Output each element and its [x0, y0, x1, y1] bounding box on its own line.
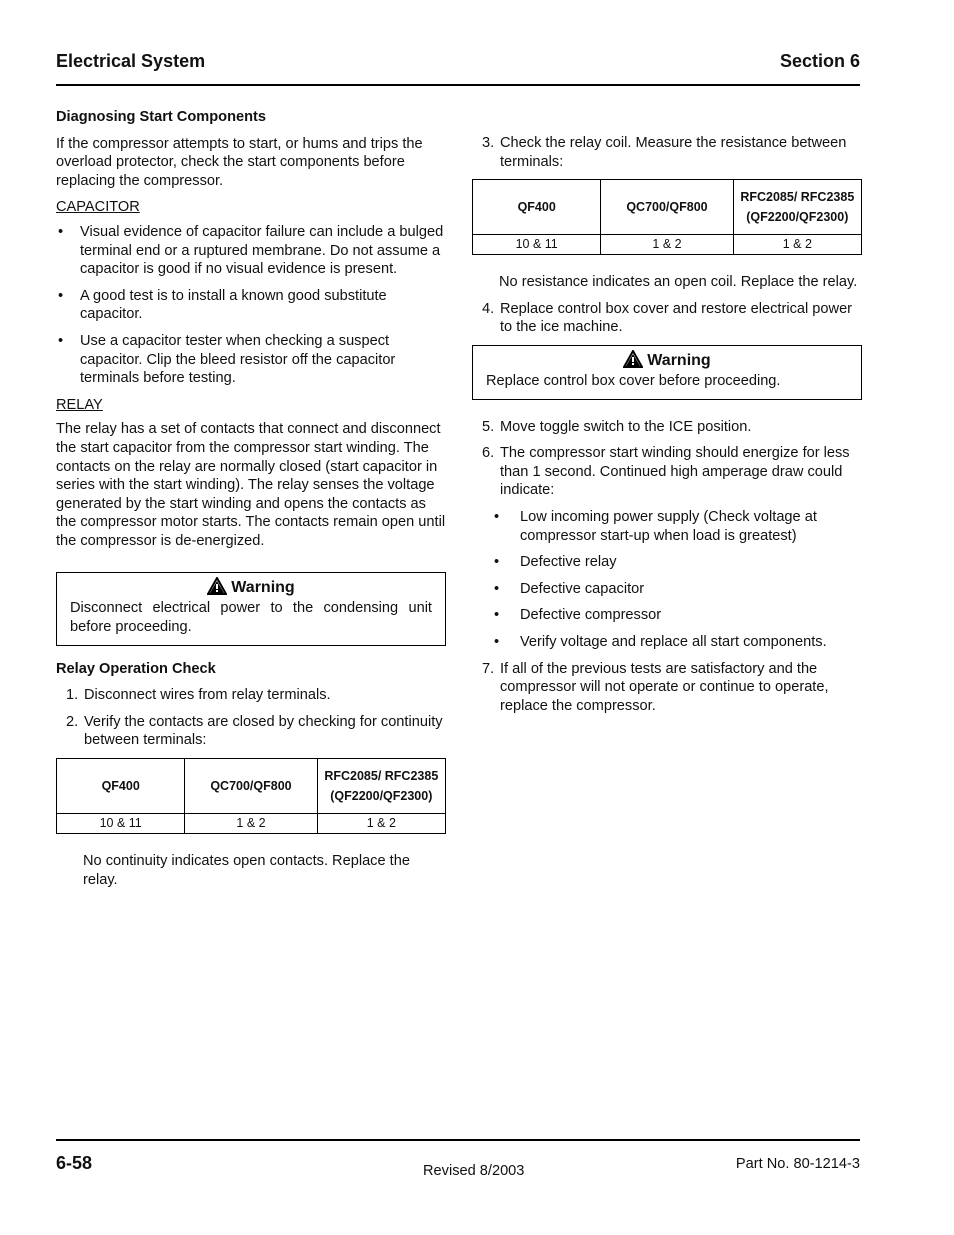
table-header-cell: QF400 [57, 759, 185, 814]
warning-box [56, 572, 446, 645]
table-cell: 1 & 2 [733, 235, 861, 255]
table-row [473, 235, 862, 255]
step-text: Disconnect wires from relay terminals. [84, 687, 331, 704]
step-text: Check the relay coil. Measure the resistance between terminals: [500, 135, 847, 170]
resistance-note: No resistance indicates an open coil. Replace the relay. [499, 274, 858, 291]
step-number: 7. [482, 660, 495, 677]
table-header-line1: RFC2085/ RFC2385 [324, 768, 439, 783]
step-item [56, 686, 446, 705]
capacitor-label: CAPACITOR [56, 199, 140, 216]
page-header [56, 48, 860, 86]
capacitor-bullet: • A good test is to install a known good substitute capacitor. [56, 287, 446, 324]
capacitor-bullet-list [56, 223, 446, 388]
relay-check-steps [56, 686, 446, 750]
table-cell: 10 & 11 [473, 235, 601, 255]
step-item [472, 300, 862, 337]
table-cell: 10 & 11 [57, 814, 185, 834]
warning-text: Replace control box cover before proceeding. [486, 372, 781, 389]
table-header-cell [317, 759, 445, 814]
step-text: The compressor start winding should energize for less than 1 second. Continued high amperage draw could indicate: [500, 445, 850, 499]
table-header-cell: QC700/QF800 [601, 180, 733, 235]
relay-paragraph: The relay has a set of contacts that connect and disconnect the start capacitor from the compressor start winding. The contacts on the relay are normally closed (start capacitor in series with the start winding). The relay senses the voltage generated by the start winding and opens the contacts as the compressor motor starts. The contacts remain open until the compressor is de-energized. [56, 421, 446, 549]
part-number: Part No. 80-1214-3 [735, 1156, 860, 1172]
step-item [472, 660, 862, 716]
step-item [56, 713, 446, 750]
table-header-cell: QC700/QF800 [185, 759, 317, 814]
revised-date: Revised 8/2003 [423, 1163, 525, 1179]
step-text: Verify the contacts are closed by checking for continuity between terminals: [84, 713, 443, 749]
step-number: 3. [482, 135, 495, 151]
capacitor-bullet: • Visual evidence of capacitor failure can include a bulged terminal end or a ruptured membrane. Do not assume a capacitor is good if no visual evidence is present. [56, 223, 446, 279]
warning-title: Warning [647, 351, 711, 369]
cover-step [472, 300, 862, 337]
warning-title-row [70, 577, 432, 599]
table-header-line2: (QF2200/QF2300) [330, 788, 433, 803]
step-number: 6. [482, 445, 495, 462]
final-steps [472, 418, 862, 716]
cause-bullet: • Defective capacitor [492, 580, 862, 599]
table-header-row [473, 180, 862, 235]
table-header-cell: QF400 [473, 180, 601, 235]
step-text: Replace control box cover and restore electrical power to the ice machine. [500, 300, 853, 336]
cause-bullet: • Verify voltage and replace all start components. [492, 633, 862, 652]
table-header-cell [733, 180, 861, 235]
step-number: 5. [482, 418, 495, 435]
cause-bullet: • Low incoming power supply (Check voltage at compressor start-up when load is greatest) [492, 508, 862, 545]
cause-bullet: • Defective relay [492, 553, 862, 572]
table-header-line2: (QF2200/QF2300) [746, 209, 849, 224]
warning-triangle-icon [623, 350, 643, 368]
left-column [56, 108, 446, 897]
header-title: Electrical System [56, 51, 206, 71]
step-number: 4. [482, 300, 495, 317]
warning-text: Disconnect electrical power to the condensing unit before proceeding. [70, 600, 432, 636]
table-cell: 1 & 2 [601, 235, 733, 255]
capacitor-bullet: • Use a capacitor tester when checking a suspect capacitor. Clip the bleed resistor off the capacitor terminals before testing. [56, 332, 446, 388]
step-item [472, 444, 862, 651]
warning-title-row [486, 350, 848, 372]
footer-rule [56, 1139, 860, 1141]
resistance-table [472, 179, 862, 255]
continuity-table [56, 758, 446, 834]
amperage-cause-list [492, 508, 862, 652]
table-header-line1: RFC2085/ RFC2385 [740, 189, 855, 204]
step-number: 2. [66, 713, 79, 730]
relay-coil-step [472, 134, 862, 171]
header-section: Section 6 [779, 51, 860, 71]
intro-paragraph: If the compressor attempts to start, or hums and trips the overload protector, check the start components before replacing the compressor. [56, 135, 423, 189]
table-header-row [57, 759, 446, 814]
step-text: Move toggle switch to the ICE position. [500, 418, 752, 435]
warning-box [472, 345, 862, 400]
step-text: If all of the previous tests are satisfactory and the compressor will not operate or continue to operate, replace the compressor. [500, 660, 829, 714]
step-item [472, 134, 862, 171]
diagnosing-heading: Diagnosing Start Components [56, 109, 266, 125]
warning-triangle-icon [207, 577, 227, 595]
warning-title: Warning [231, 579, 295, 597]
relay-check-heading: Relay Operation Check [56, 660, 216, 677]
continuity-note: No continuity indicates open contacts. Replace the relay. [83, 853, 410, 888]
step-item [472, 418, 862, 437]
table-cell: 1 & 2 [317, 814, 445, 834]
right-column [472, 134, 862, 723]
table-row [57, 814, 446, 834]
relay-label: RELAY [56, 396, 103, 413]
page-number: 6-58 [56, 1153, 93, 1173]
table-cell: 1 & 2 [185, 814, 317, 834]
cause-bullet: • Defective compressor [492, 606, 862, 625]
step-number: 1. [66, 687, 79, 704]
